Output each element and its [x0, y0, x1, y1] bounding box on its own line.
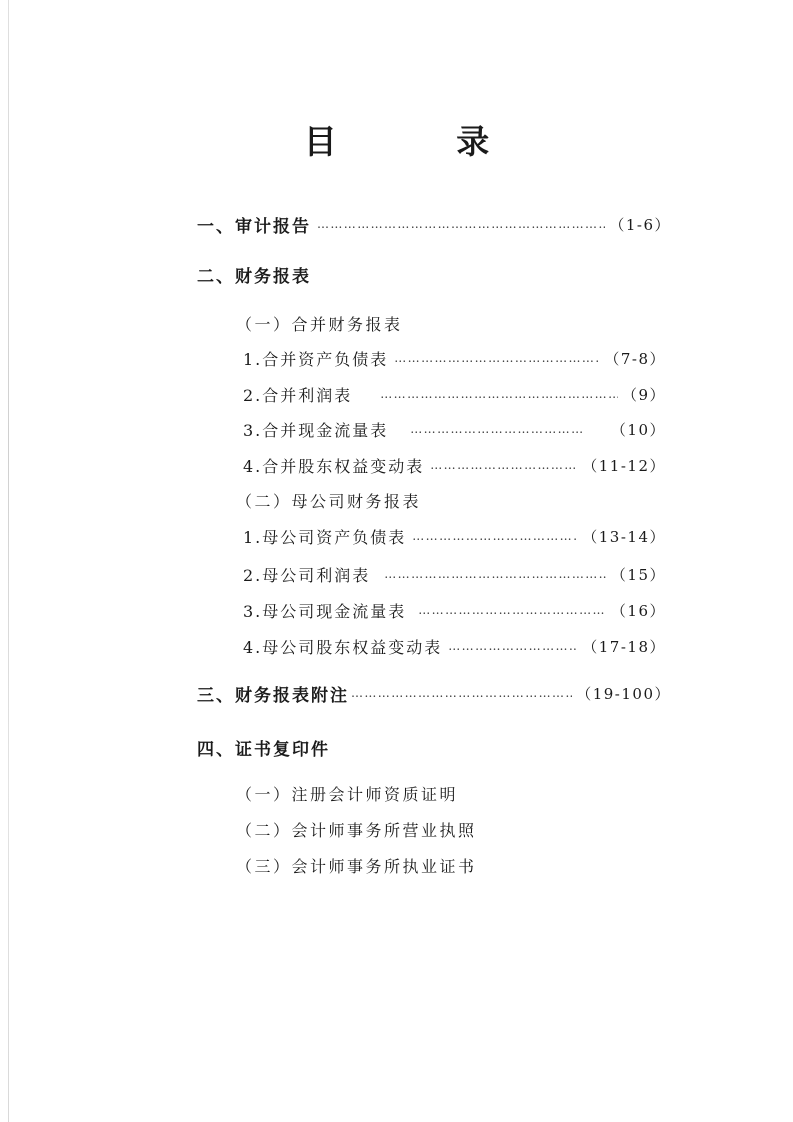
toc-page-range: （11-12）	[582, 456, 666, 475]
toc-item-label: 4.合并股东权益变动表	[243, 456, 425, 476]
toc-page-range: （9）	[621, 385, 666, 404]
toc-page-range: （7-8）	[604, 349, 666, 368]
toc-item[interactable]	[243, 345, 666, 371]
toc-item[interactable]	[243, 416, 666, 442]
toc-item-label: 1.母公司资产负债表	[243, 527, 407, 547]
toc-section-label: 四、证书复印件	[197, 739, 330, 760]
toc-item-label: 4.母公司股东权益变动表	[243, 637, 443, 657]
dot-leader	[394, 351, 600, 365]
toc-page-range: （1-6）	[609, 215, 671, 234]
toc-item[interactable]	[243, 523, 666, 549]
toc-page-range: （13-14）	[582, 527, 666, 546]
toc-section-certificates[interactable]	[197, 734, 330, 760]
toc-group-label: （一）合并财务报表	[236, 314, 403, 334]
toc-group-parent-company[interactable]	[236, 487, 421, 513]
dot-leader	[430, 458, 578, 472]
toc-item[interactable]	[243, 452, 666, 478]
toc-item-label: 2.合并利润表	[243, 385, 353, 405]
toc-item[interactable]	[243, 633, 666, 659]
toc-page-range: （19-100）	[576, 684, 671, 703]
toc-page-range: （16）	[610, 601, 666, 620]
toc-section-label: 三、财务报表附注	[197, 685, 349, 706]
toc-page-range: （15）	[610, 565, 666, 584]
toc-item[interactable]	[236, 780, 458, 806]
dot-leader	[412, 529, 578, 543]
toc-group-consolidated[interactable]	[236, 310, 403, 336]
toc-item-label: 1.合并资产负债表	[243, 349, 389, 369]
toc-item-label: 3.母公司现金流量表	[243, 601, 407, 621]
toc-page-range: （10）	[610, 420, 666, 439]
dot-leader	[418, 603, 607, 617]
toc-item-label: 2.母公司利润表	[243, 565, 371, 585]
scan-edge-line	[8, 0, 9, 1122]
toc-section-financial-statements[interactable]	[197, 261, 311, 287]
toc-item[interactable]	[236, 816, 477, 842]
toc-section-label: 一、审计报告	[197, 216, 311, 237]
toc-section-label: 二、财务报表	[197, 266, 311, 287]
toc-item-label: （二）会计师事务所营业执照	[236, 820, 477, 840]
dot-leader	[317, 217, 605, 231]
dot-leader	[351, 686, 572, 700]
toc-item[interactable]	[243, 381, 666, 407]
toc-item[interactable]	[243, 597, 666, 623]
toc-page-range: （17-18）	[582, 637, 666, 656]
toc-entry-notes[interactable]	[197, 680, 671, 706]
toc-group-label: （二）母公司财务报表	[236, 491, 422, 511]
dot-leader	[410, 422, 585, 436]
toc-entry-audit-report[interactable]	[197, 211, 671, 237]
toc-item[interactable]	[236, 852, 477, 878]
dot-leader	[380, 387, 618, 401]
dot-leader	[448, 639, 578, 653]
toc-item-label: （一）注册会计师资质证明	[236, 784, 459, 804]
toc-item-label: 3.合并现金流量表	[243, 420, 389, 440]
toc-item[interactable]	[243, 561, 666, 587]
page-title: 目 录	[303, 122, 544, 161]
toc-item-label: （三）会计师事务所执业证书	[236, 856, 477, 876]
dot-leader	[384, 567, 607, 581]
